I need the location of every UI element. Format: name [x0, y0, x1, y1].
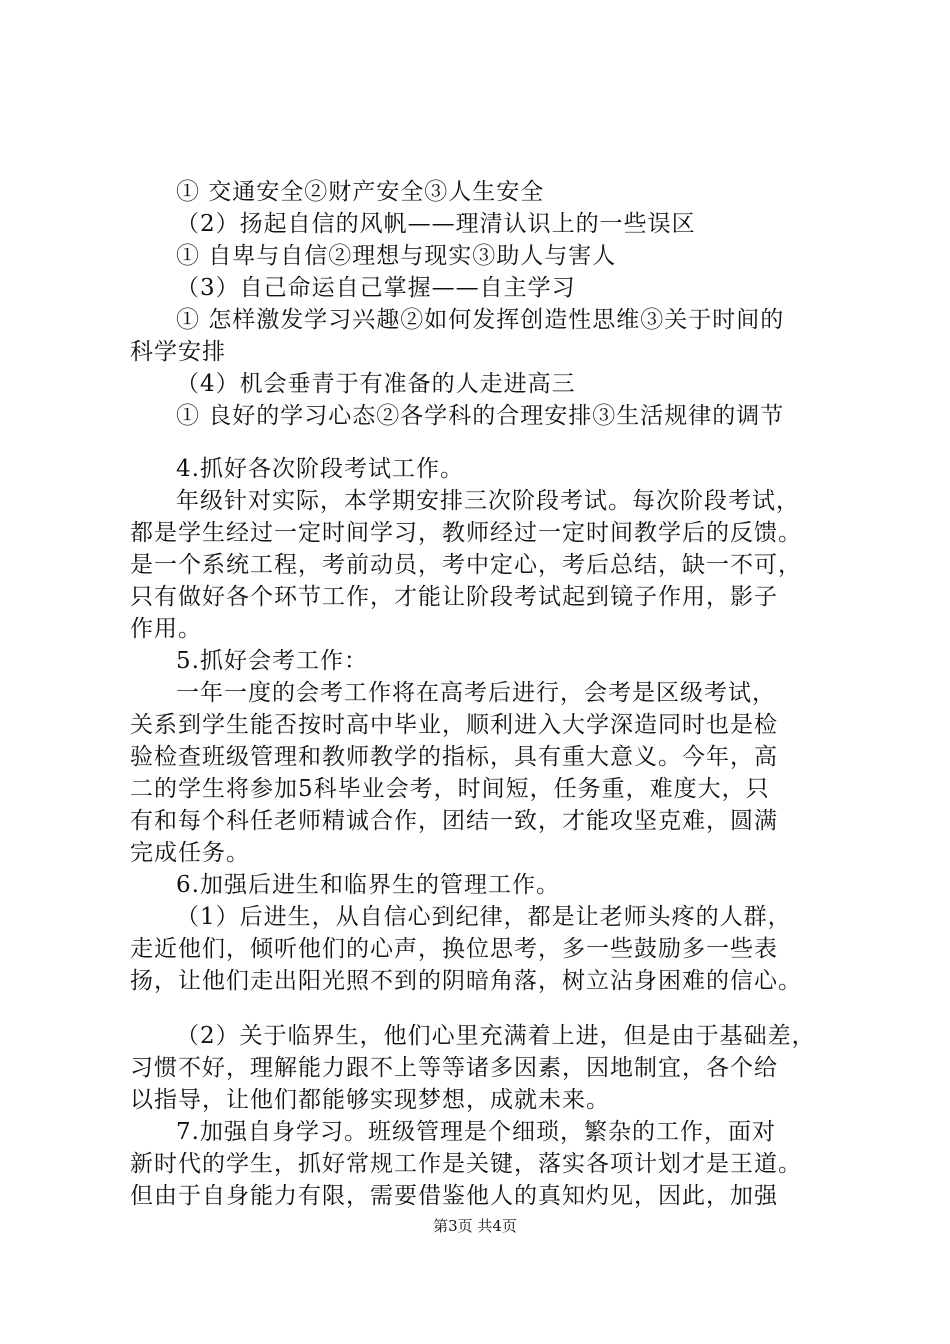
text-line: 是一个系统工程，考前动员，考中定心，考后总结，缺一不可， — [130, 552, 802, 578]
text-line: 二的学生将参加5科毕业会考，时间短，任务重，难度大，只 — [130, 776, 770, 802]
text-line: ① 怎样激发学习兴趣②如何发挥创造性思维③关于时间的 — [176, 307, 785, 333]
page-number: 第3页 共4页 — [433, 1217, 517, 1235]
text-line: （2）关于临界生，他们心里充满着上进，但是由于基础差， — [176, 1023, 816, 1049]
text-line: （3）自己命运自己掌握——自主学习 — [176, 275, 576, 301]
text-line: 以指导，让他们都能够实现梦想，成就未来。 — [130, 1087, 610, 1113]
text-line: （1）后进生，从自信心到纪律，都是让老师头疼的人群， — [176, 904, 792, 930]
text-line: （2）扬起自信的风帆——理清认识上的一些误区 — [176, 211, 696, 237]
text-line: 一年一度的会考工作将在高考后进行，会考是区级考试， — [176, 680, 776, 706]
section-heading: 5.抓好会考工作： — [176, 648, 368, 674]
text-line: 走近他们，倾听他们的心声，换位思考，多一些鼓励多一些表 — [130, 936, 778, 962]
text-line: 只有做好各个环节工作，才能让阶段考试起到镜子作用，影子 — [130, 584, 778, 610]
text-line: 年级针对实际，本学期安排三次阶段考试。每次阶段考试， — [176, 488, 800, 514]
section-heading: 7.加强自身学习。班级管理是个细琐，繁杂的工作，面对 — [176, 1119, 776, 1145]
text-line: （4）机会垂青于有准备的人走进高三 — [176, 371, 576, 397]
text-line: 但由于自身能力有限，需要借鉴他人的真知灼见，因此，加强 — [130, 1183, 778, 1209]
text-line: 科学安排 — [130, 339, 226, 365]
text-line: 有和每个科任老师精诚合作，团结一致，才能攻坚克难，圆满 — [130, 808, 778, 834]
section-heading: 6.加强后进生和临界生的管理工作。 — [176, 872, 560, 898]
text-line: 完成任务。 — [130, 840, 250, 866]
text-line: ① 自卑与自信②理想与现实③助人与害人 — [176, 243, 617, 269]
text-line: 都是学生经过一定时间学习，教师经过一定时间教学后的反馈。 — [130, 520, 802, 546]
text-line: ① 良好的学习心态②各学科的合理安排③生活规律的调节 — [176, 403, 785, 429]
text-line: ① 交通安全②财产安全③人生安全 — [176, 179, 545, 205]
section-heading: 4.抓好各次阶段考试工作。 — [176, 456, 464, 482]
text-line: 作用。 — [130, 616, 202, 642]
text-line: 习惯不好，理解能力跟不上等等诸多因素，因地制宜，各个给 — [130, 1055, 778, 1081]
text-line: 新时代的学生，抓好常规工作是关键，落实各项计划才是王道。 — [130, 1151, 802, 1177]
text-line: 关系到学生能否按时高中毕业，顺利进入大学深造同时也是检 — [130, 712, 778, 738]
text-line: 扬，让他们走出阳光照不到的阴暗角落，树立沾身困难的信心。 — [130, 968, 802, 994]
text-line: 验检查班级管理和教师教学的指标，具有重大意义。今年，高 — [130, 744, 778, 770]
